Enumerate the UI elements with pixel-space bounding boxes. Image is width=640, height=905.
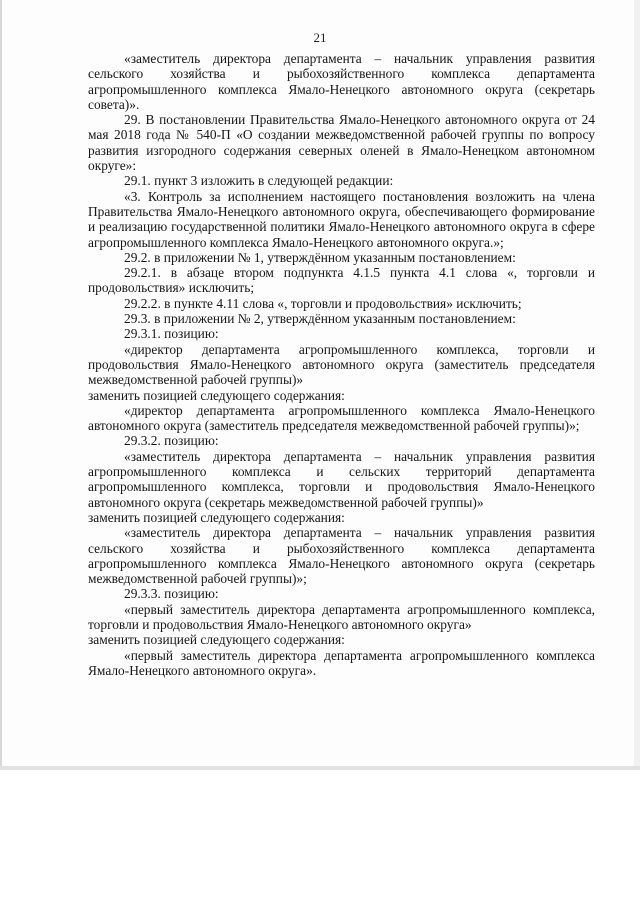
- paragraph-replace-with-3: заменить позицией следующего содержания:: [88, 632, 345, 648]
- paragraph-replace-with-1: заменить позицией следующего содержания:: [88, 387, 345, 403]
- paragraph-item-3-quote: «3. Контроль за исполнением настоящего постановления возложить на члена Правительства Ямало-Ненецкого автономного округа, обеспечивающего формирование и реализацию государственной политики Ямало-Ненецкого автономного округа в сфере агропромышленного комплекса Ямало-Ненецкого автономного округа.»;: [88, 188, 595, 250]
- paragraph-old-position-first-deputy: «первый заместитель директора департамента агропромышленного комплекса, торговли и продовольствия Ямало-Ненецкого автономного округа»: [88, 601, 595, 632]
- paragraph-item-29-3-2: 29.3.2. позицию:: [124, 433, 219, 449]
- paragraph-old-position-deputy: «заместитель директора департамента – начальник управления развития агропромышленного комплекса и сельских территорий департамента агропромышленного комплекса, торговли и продовольствия Ямало-Ненецкого автономного округа (секретарь межведомственной рабочей группы)»: [88, 448, 595, 510]
- paragraph-replace-with-2: заменить позицией следующего содержания:: [88, 509, 345, 525]
- paragraph-new-position-deputy: «заместитель директора департамента – начальник управления развития сельского хозяйства и рыбохозяйственного комплекса департамента агропромышленного комплекса Ямало-Ненецкого автономного округа (секретарь межведомственной рабочей группы)»;: [88, 525, 595, 587]
- scan-bottom-edge: [0, 766, 640, 770]
- paragraph-item-29-2: 29.2. в приложении № 1, утверждённом указанным постановлением:: [124, 249, 516, 265]
- paragraph-old-position-director: «директор департамента агропромышленного комплекса, торговли и продовольствия Ямало-Ненецкого автономного округа (заместитель председателя межведомственной рабочей группы)»: [88, 341, 595, 388]
- page-number: 21: [313, 30, 327, 45]
- paragraph-item-29-2-2: 29.2.2. в пункте 4.11 слова «, торговли и продовольствия» исключить;: [124, 295, 522, 311]
- paragraph-item-29-3: 29.3. в приложении № 2, утверждённом указанным постановлением:: [124, 311, 516, 327]
- paragraph-item-29-2-1: 29.2.1. в абзаце втором подпункта 4.1.5 пункта 4.1 слова «, торговли и продовольствия» исключить;: [88, 265, 595, 296]
- paragraph-secretary-council: «заместитель директора департамента – начальник управления развития сельского хозяйства и рыбохозяйственного комплекса департамента агропромышленного комплекса Ямало-Ненецкого автономного округа (секретарь совета)».: [88, 51, 595, 112]
- paragraph-item-29-1: 29.1. пункт 3 изложить в следующей редакции:: [124, 173, 394, 189]
- paragraph-new-position-first-deputy: «первый заместитель директора департамента агропромышленного комплекса Ямало-Ненецкого автономного округа».: [88, 647, 595, 678]
- paragraph-new-position-director: «директор департамента агропромышленного комплекса Ямало-Ненецкого автономного округа (заместитель председателя межведомственной рабочей группы)»;: [88, 402, 595, 434]
- paragraph-item-29-3-3: 29.3.3. позицию:: [124, 586, 219, 602]
- document-body: [88, 51, 595, 678]
- paragraph-item-29-3-1: 29.3.1. позицию:: [124, 326, 219, 342]
- paragraph-item-29: 29. В постановлении Правительства Ямало-Ненецкого автономного округа от 24 мая 2018 года № 540-П «О создании межведомственной рабочей группы по вопросу развития изгородного содержания северных оленей в Ямало-Ненецком автономном округе»:: [88, 112, 595, 174]
